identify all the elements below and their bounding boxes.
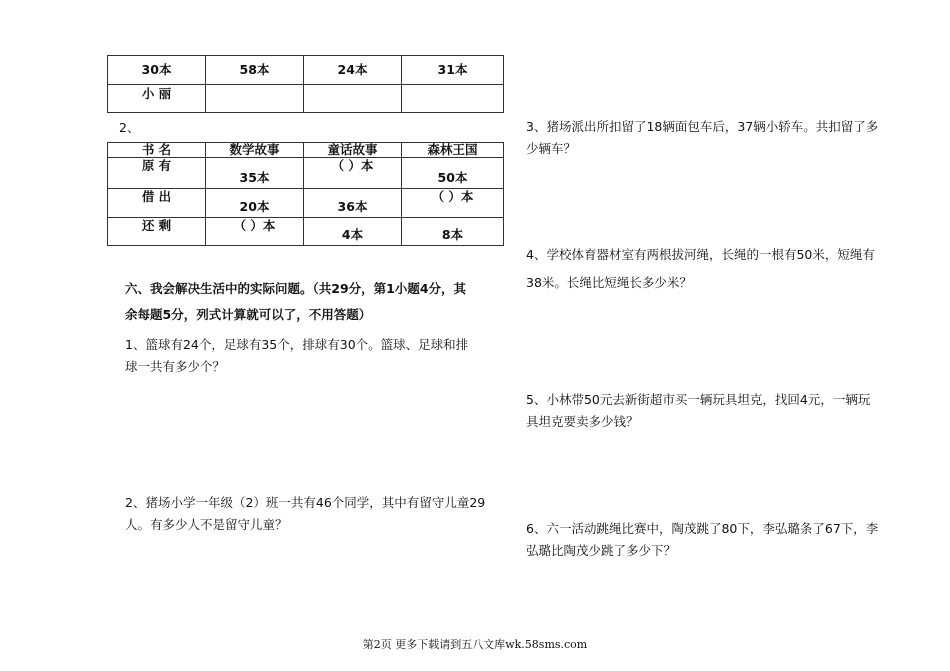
table-cell: （ ）本 (304, 158, 402, 189)
section-title-line-2: 余每题5分，列式计算就可以了，不用答题） (125, 307, 372, 322)
table-cell: 31本 (402, 56, 504, 85)
table-cell: 36本 (304, 189, 402, 218)
table-row-label: 还 剩 (108, 218, 206, 246)
table-cell: 4本 (304, 218, 402, 246)
table-cell (402, 85, 504, 113)
question-number-2: 2、 (119, 120, 140, 135)
book-table-1 (107, 55, 504, 113)
table-cell (304, 85, 402, 113)
table-cell (206, 85, 304, 113)
table-row-label: 小 丽 (108, 85, 206, 113)
table-cell: 35本 (206, 158, 304, 189)
table-cell: 30本 (108, 56, 206, 85)
problem-1-line-2: 球一共有多少个？ (125, 359, 226, 374)
problem-5-line-2: 具坦克要卖多少钱？ (526, 414, 639, 429)
section-title-line-1: 六、我会解决生活中的实际问题。（共29分，第1小题4分，其 (125, 281, 467, 296)
table-cell: 50本 (402, 158, 504, 189)
table-row-label: 借 出 (108, 189, 206, 218)
table-header: 森林王国 (402, 143, 504, 158)
table-header: 书 名 (108, 143, 206, 158)
problem-6-line-1: 6、六一活动跳绳比赛中，陶茂跳了80下，李弘璐条了67下，李 (526, 521, 879, 536)
problem-2-line-1: 2、猪场小学一年级（2）班一共有46个同学，其中有留守儿童29 (125, 495, 486, 510)
problem-1-line-1: 1、篮球有24个，足球有35个，排球有30个。篮球、足球和排 (125, 337, 469, 352)
problem-6-line-2: 弘璐比陶茂少跳了多少下？ (526, 543, 677, 558)
problem-2-line-2: 人。有多少人不是留守儿童？ (125, 517, 288, 532)
problem-3-line-1: 3、猪场派出所扣留了18辆面包车后，37辆小轿车。共扣留了多 (526, 119, 879, 134)
page-footer: 第2页 更多下载请到五八文库wk.58sms.com (362, 638, 588, 651)
problem-3-line-2: 少辆车？ (526, 141, 577, 156)
book-table-2 (107, 142, 504, 246)
table-cell: 24本 (304, 56, 402, 85)
table-cell: （ ）本 (206, 218, 304, 246)
table-cell: 58本 (206, 56, 304, 85)
table-row-label: 原 有 (108, 158, 206, 189)
problem-5-line-1: 5、小林带50元去新街超市买一辆玩具坦克，找回4元，一辆玩 (526, 392, 871, 407)
table-header: 数学故事 (206, 143, 304, 158)
table-cell: （ ）本 (402, 189, 504, 218)
table-header: 童话故事 (304, 143, 402, 158)
problem-4-line-1: 4、学校体育器材室有两根拔河绳，长绳的一根有50米，短绳有 (526, 247, 875, 262)
problem-4-line-2: 38米。长绳比短绳长多少米？ (526, 275, 692, 290)
table-cell: 20本 (206, 189, 304, 218)
table-cell: 8本 (402, 218, 504, 246)
